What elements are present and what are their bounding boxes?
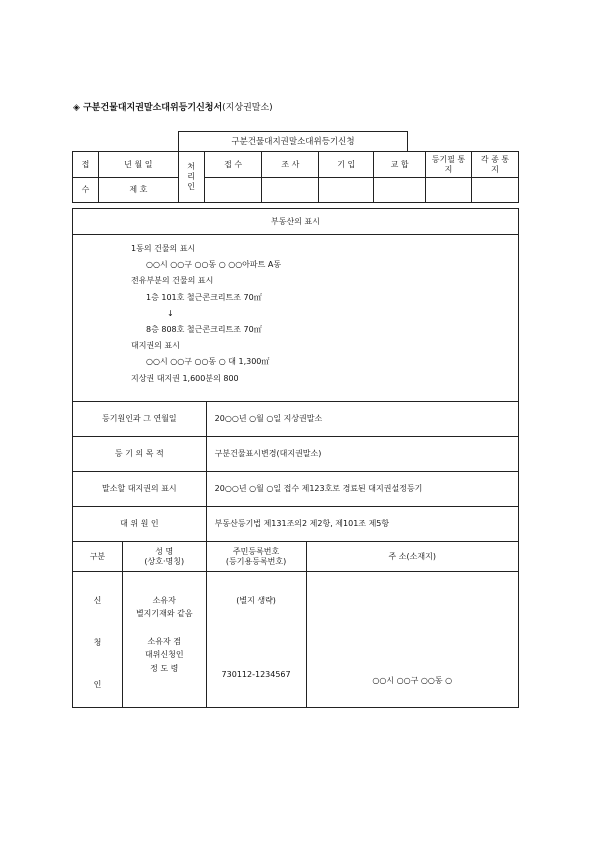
blank-deunggipil[interactable]: [426, 178, 472, 203]
col-gakjong: 각 종 통 지: [471, 152, 518, 178]
side-char: 인: [93, 680, 102, 689]
applicant-addresses: [306, 572, 519, 708]
property-description: [73, 235, 519, 402]
receipt-no-label: 제 호: [98, 178, 178, 203]
cheori-char-1: 처: [187, 162, 196, 171]
col-jeopsu: 접 수: [204, 152, 262, 178]
receipt-box-title: 구분건물대지권말소대위등기신청: [178, 131, 408, 152]
receipt-date-label: 년 월 일: [98, 152, 178, 178]
property-line: 전유부분의 건물의 표시: [131, 276, 214, 286]
col-name-label: 성 명: [155, 546, 174, 556]
row-label-cancel: 말소할 대지권의 표시: [73, 472, 207, 507]
blank-josa[interactable]: [262, 178, 319, 203]
down-arrow-icon: ↓: [167, 308, 174, 318]
blank-giip[interactable]: [319, 178, 374, 203]
application-table: [72, 208, 519, 708]
cheori-char-2: 리: [187, 172, 196, 181]
owner-note: 별지기재와 같음: [135, 609, 193, 618]
side-char: 신: [93, 596, 102, 605]
owner-id: (별지 생략): [236, 596, 276, 605]
applicant-col-gubun: 구분: [73, 542, 123, 572]
receipt-cheoriin: [178, 152, 204, 203]
property-line: 1동의 건물의 표시: [131, 244, 196, 253]
row-label-purpose: 등 기 의 목 적: [73, 437, 207, 472]
col-id-sub: (등기용등록번호): [225, 556, 287, 566]
col-deunggipil: 등기필 통 지: [426, 152, 472, 178]
col-id-label: 주민등록번호: [232, 546, 280, 556]
row-value-cancel[interactable]: 20○○년 ○월 ○일 접수 제123호로 경료된 대지권설정등기: [206, 472, 518, 507]
property-line: 대지권의 표시: [131, 341, 180, 351]
cheori-char-3: 인: [187, 182, 196, 191]
agent-role-1: 소유자 겸: [147, 637, 181, 646]
agent-name: 정 도 령: [150, 664, 179, 673]
owner-label: 소유자: [152, 596, 176, 605]
blank-jeopsu[interactable]: [204, 178, 262, 203]
agent-id: 730112-1234567: [221, 670, 291, 679]
property-line: ○○시 ○○구 ○○동 ○ 대 1,300㎡: [146, 357, 270, 367]
row-value-cause[interactable]: 20○○년 ○월 ○일 지상권말소: [206, 402, 518, 437]
applicant-col-name: [122, 542, 206, 572]
form-subtitle: (지상권말소): [222, 103, 273, 113]
receipt-table: [72, 151, 519, 203]
agent-role-2: 대위신청인: [144, 650, 184, 659]
side-char: 청: [93, 638, 102, 647]
row-value-purpose[interactable]: 구분건물표시변경(대지권말소): [206, 437, 518, 472]
applicant-col-id: [206, 542, 306, 572]
col-gyohap: 교 합: [374, 152, 426, 178]
applicant-side-label: [73, 572, 123, 708]
blank-gakjong[interactable]: [471, 178, 518, 203]
property-line: 지상권 대지권 1,600분의 800: [131, 373, 239, 383]
form-title: 구분건물대지권말소대위등기신청서: [83, 103, 223, 113]
col-giip: 기 입: [319, 152, 374, 178]
property-line: 8층 808호 철근콘크리트조 70㎡: [146, 324, 262, 334]
receipt-jeop: 접: [73, 152, 99, 178]
row-value-subrogation[interactable]: 부동산등기법 제131조의2 제2항, 제101조 제5항: [206, 507, 518, 542]
property-line: ○○시 ○○구 ○○동 ○ ○○아파트 A동: [146, 260, 282, 270]
applicant-col-addr: 주 소(소재지): [306, 542, 519, 572]
form-heading: [73, 100, 273, 113]
col-name-sub: (상호·명칭): [144, 556, 185, 566]
row-label-cause: 등기원인과 그 연월일: [73, 402, 207, 437]
applicant-names: [122, 572, 206, 708]
diamond-bullet-icon: ◈: [73, 103, 80, 113]
col-josa: 조 사: [262, 152, 319, 178]
blank-gyohap[interactable]: [374, 178, 426, 203]
row-label-subrogation: 대 위 원 인: [73, 507, 207, 542]
property-header: 부동산의 표시: [73, 209, 519, 235]
receipt-su: 수: [73, 178, 99, 203]
property-line: 1층 101호 철근콘크리트조 70㎡: [146, 292, 262, 302]
agent-address: ○○시 ○○구 ○○동 ○: [372, 676, 453, 685]
applicant-ids: [206, 572, 306, 708]
